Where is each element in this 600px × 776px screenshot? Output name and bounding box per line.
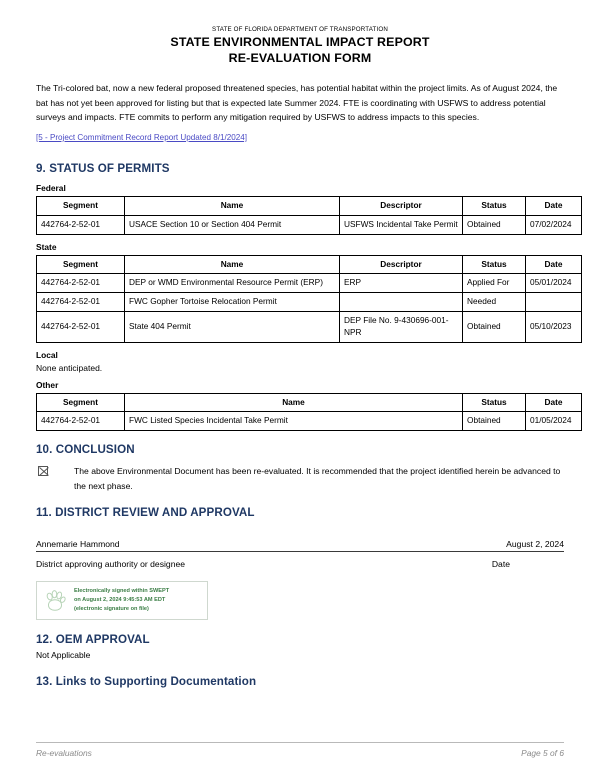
table-row	[37, 293, 582, 312]
cell-segment: 442764-2-52-01	[37, 293, 125, 312]
cell-name: DEP or WMD Environmental Resource Permit (ERP)	[125, 274, 340, 293]
electronic-signature-stamp	[36, 581, 208, 620]
cell-descriptor: DEP File No. 9-430696-001-NPR	[340, 312, 463, 343]
cell-date	[526, 293, 582, 312]
column-header-descriptor: Descriptor	[340, 255, 463, 274]
table-row	[37, 412, 582, 431]
checkbox-checked-icon[interactable]	[38, 466, 48, 476]
column-header-descriptor: Descriptor	[340, 197, 463, 216]
supporting-document-link[interactable]: [5 - Project Commitment Record Report Updated 8/1/2024]	[36, 133, 247, 143]
stamp-line-1: Electronically signed within SWEPT	[74, 588, 170, 594]
column-header-segment: Segment	[37, 255, 125, 274]
approval-date: August 2, 2024	[506, 539, 564, 549]
local-permits-text: None anticipated.	[36, 362, 103, 373]
cell-segment: 442764-2-52-01	[37, 215, 125, 234]
paw-print-icon	[42, 588, 70, 614]
table-header-row	[37, 197, 582, 216]
cell-segment: 442764-2-52-01	[37, 274, 125, 293]
approver-name: Annemarie Hammond	[36, 539, 120, 549]
cell-segment: 442764-2-52-01	[37, 312, 125, 343]
section-13-heading: 13. Links to Supporting Documentation	[36, 675, 257, 689]
cell-date: 05/01/2024	[526, 274, 582, 293]
column-header-segment: Segment	[37, 197, 125, 216]
cell-date: 05/10/2023	[526, 312, 582, 343]
table-row	[37, 215, 582, 234]
local-subheading: Local	[36, 349, 58, 360]
section-9-heading: 9. STATUS OF PERMITS	[36, 162, 170, 176]
document-header	[36, 26, 564, 67]
signature-line	[36, 539, 564, 552]
other-permits-table	[36, 393, 582, 432]
cell-status: Obtained	[463, 215, 526, 234]
column-header-status: Status	[463, 197, 526, 216]
table-row	[37, 312, 582, 343]
federal-permits-table	[36, 196, 582, 235]
state-permits-table	[36, 255, 582, 343]
column-header-status: Status	[463, 393, 526, 412]
section-10-heading: 10. CONCLUSION	[36, 443, 135, 457]
column-header-name: Name	[125, 393, 463, 412]
signature-caption-left: District approving authority or designee	[36, 559, 186, 569]
cell-date: 07/02/2024	[526, 215, 582, 234]
signature-captions	[36, 559, 564, 569]
table-header-row	[37, 393, 582, 412]
state-subheading: State	[36, 241, 57, 252]
column-header-name: Name	[125, 197, 340, 216]
intro-paragraph: The Tri-colored bat, now a new federal proposed threatened species, has potential habitat within the project limits. As of August 2024, the bat has not yet been approved for listing but that is expected late Summer 2024. FTE is coordinating with USFWS to address potential surveys and impacts. FTE commits to perform any mitigation required by USFWS to address impacts to this species.	[36, 82, 558, 123]
cell-status: Applied For	[463, 274, 526, 293]
cell-descriptor: USFWS Incidental Take Permit	[340, 215, 463, 234]
cell-date: 01/05/2024	[526, 412, 582, 431]
cell-status: Obtained	[463, 412, 526, 431]
column-header-segment: Segment	[37, 393, 125, 412]
stamp-line-3: (electronic signature on file)	[74, 606, 149, 613]
signature-caption-right: Date	[491, 559, 510, 569]
federal-subheading: Federal	[36, 183, 66, 194]
cell-name: FWC Gopher Tortoise Relocation Permit	[125, 293, 340, 312]
other-subheading: Other	[36, 379, 59, 390]
stamp-text	[74, 587, 169, 614]
footer-left-text: Re-evaluations	[36, 748, 92, 758]
page-footer	[36, 742, 564, 758]
section-11-heading: 11. DISTRICT REVIEW AND APPROVAL	[36, 506, 255, 519]
cell-descriptor	[340, 293, 463, 312]
table-row	[37, 274, 582, 293]
column-header-status: Status	[463, 255, 526, 274]
cell-segment: 442764-2-52-01	[37, 412, 125, 431]
table-header-row	[37, 255, 582, 274]
agency-name: STATE OF FLORIDA DEPARTMENT OF TRANSPORTATION	[212, 26, 388, 33]
conclusion-row	[36, 464, 564, 493]
conclusion-text: The above Environmental Document has been re-evaluated. It is recommended that the project identified herein be advanced to the next phase.	[74, 466, 561, 491]
cell-status: Needed	[463, 293, 526, 312]
cell-name: USACE Section 10 or Section 404 Permit	[125, 215, 340, 234]
column-header-name: Name	[125, 255, 340, 274]
document-title-line2: RE-EVALUATION FORM	[228, 50, 372, 65]
section-12-heading: 12. OEM APPROVAL	[36, 633, 150, 647]
cell-descriptor: ERP	[340, 274, 463, 293]
cell-status: Obtained	[463, 312, 526, 343]
oem-approval-text: Not Applicable	[36, 650, 91, 661]
stamp-line-2: on August 2, 2024 9:45:53 AM EDT	[74, 597, 166, 604]
footer-page-number: Page 5 of 6	[521, 748, 564, 758]
column-header-date: Date	[526, 197, 582, 216]
column-header-date: Date	[526, 255, 582, 274]
cell-name: State 404 Permit	[125, 312, 340, 343]
signature-block	[36, 539, 564, 620]
column-header-date: Date	[526, 393, 582, 412]
cell-name: FWC Listed Species Incidental Take Permit	[125, 412, 463, 431]
document-title-line1: STATE ENVIRONMENTAL IMPACT REPORT	[170, 35, 430, 49]
